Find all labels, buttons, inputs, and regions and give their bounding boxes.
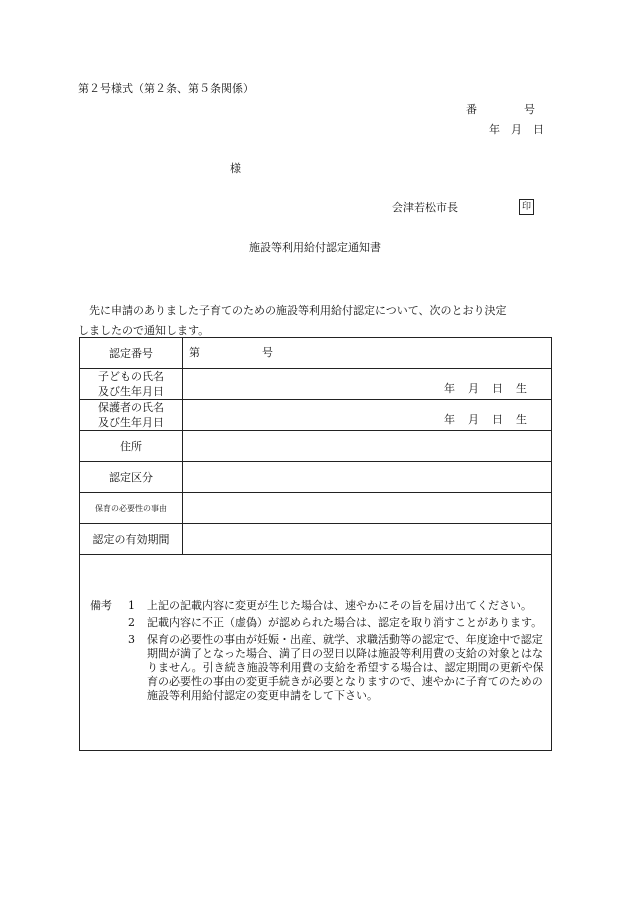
seal-stamp: 印 xyxy=(519,199,534,215)
period-label: 認定の有効期間 xyxy=(80,524,183,555)
row-guardian xyxy=(80,400,552,431)
note-number: 3 xyxy=(128,633,135,646)
note-item xyxy=(128,633,545,703)
child-value xyxy=(183,369,552,400)
note-item xyxy=(128,616,545,630)
note-number: 2 xyxy=(128,616,135,629)
note-number: 1 xyxy=(128,599,135,612)
cert-number-label: 認定番号 xyxy=(80,338,183,369)
number-label-go: 号 xyxy=(524,103,535,116)
dob-year: 年 xyxy=(444,382,455,396)
notes-cell xyxy=(80,555,552,751)
dob-year: 年 xyxy=(444,413,455,427)
period-value xyxy=(183,524,552,555)
child-label-line-2: 及び生年月日 xyxy=(98,385,164,398)
issue-date: 年 月 日 xyxy=(489,123,544,136)
notes-label: 備考 xyxy=(90,599,112,612)
dob-day: 日 xyxy=(492,382,503,396)
intro-line-2: しましたので通知します。 xyxy=(78,324,210,337)
row-notes xyxy=(80,555,552,751)
issuer-mayor: 会津若松市長 xyxy=(392,201,458,214)
dob-month: 月 xyxy=(468,413,479,427)
recipient-honorific: 様 xyxy=(230,162,241,175)
note-item xyxy=(128,599,545,613)
reason-label: 保育の必要性の事由 xyxy=(80,493,183,524)
certification-table xyxy=(79,337,552,751)
cert-number-suffix: 号 xyxy=(262,345,273,359)
address-value xyxy=(183,431,552,462)
category-label: 認定区分 xyxy=(80,462,183,493)
child-dob xyxy=(444,382,527,397)
row-period xyxy=(80,524,552,555)
dob-day: 日 xyxy=(492,413,503,427)
number-label-ban: 番 xyxy=(466,103,477,116)
row-reason xyxy=(80,493,552,524)
category-value xyxy=(183,462,552,493)
dob-month: 月 xyxy=(468,382,479,396)
address-label: 住所 xyxy=(80,431,183,462)
cert-number-prefix: 第 xyxy=(189,345,200,359)
intro-line-1: 先に申請のありました子育てのための施設等利用給付認定について、次のとおり決定 xyxy=(89,304,507,317)
guardian-label-line-1: 保護者の氏名 xyxy=(98,401,164,414)
document-title: 施設等利用給付認定通知書 xyxy=(249,241,381,254)
row-address xyxy=(80,431,552,462)
guardian-dob xyxy=(444,413,527,428)
row-cert-number xyxy=(80,338,552,369)
form-number: 第２号様式（第２条、第５条関係） xyxy=(78,82,254,95)
note-text: 上記の記載内容に変更が生じた場合は、速やかにその旨を届け出てください。 xyxy=(147,599,532,612)
guardian-label-line-2: 及び生年月日 xyxy=(98,416,164,429)
cert-number-value xyxy=(183,338,552,369)
dob-born: 生 xyxy=(516,382,527,396)
note-text: 記載内容に不正（虚偽）が認められた場合は、認定を取り消すことがあります。 xyxy=(147,616,543,629)
row-category xyxy=(80,462,552,493)
intro-text xyxy=(78,301,553,341)
child-label-line-1: 子どもの氏名 xyxy=(98,370,164,383)
dob-born: 生 xyxy=(516,413,527,427)
guardian-value xyxy=(183,400,552,431)
note-text: 保育の必要性の事由が妊娠・出産、就学、求職活動等の認定で、年度途中で認定期間が満了となった場合、満了日の翌日以降は施設等利用費の支給の対象とはなりません。引き続き施設等利用費の支給を希望する場合は、認定期間の更新や保育の必要性の事由の変更手続きが必要となりますので、速やかに子育てのための施設等利用給付認定の変更申請をして下さい。 xyxy=(147,633,544,702)
guardian-label xyxy=(80,400,183,431)
row-child xyxy=(80,369,552,400)
child-label xyxy=(80,369,183,400)
reason-value xyxy=(183,493,552,524)
